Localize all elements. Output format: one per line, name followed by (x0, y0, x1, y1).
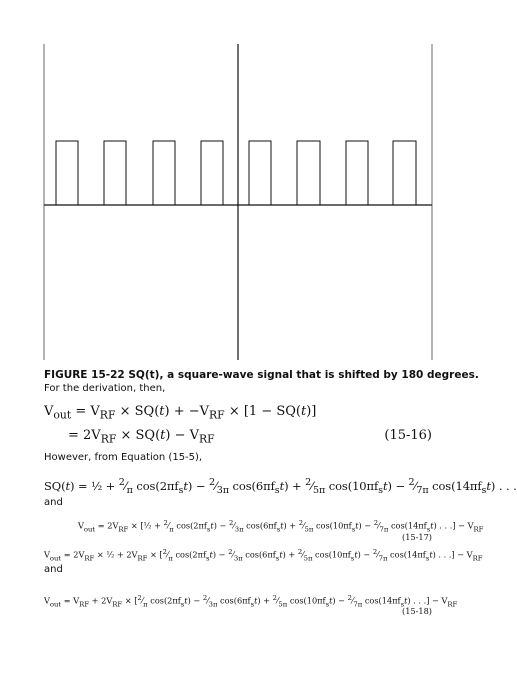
derivation-intro-text: For the derivation, then, (44, 383, 166, 394)
figure-caption: FIGURE 15-22 SQ(t), a square-wave signal that is shifted by 180 degrees. (44, 369, 479, 381)
equation-15-16-line-1: $V_{out} = V_{RF} \times SQ(t) + -V_{RF} \times [1 - SQ(t)]$ (44, 404, 317, 422)
and-text-1: and (44, 497, 63, 508)
equation-15-16-line-2: = $2V_{RF} \times SQ(t) - V_{RF}$ (68, 428, 215, 446)
and-text-2: and (44, 564, 63, 575)
equation-number-15-17: (15-17) (402, 532, 432, 542)
equation-number-15-16: (15-16) (384, 428, 432, 443)
however-text: However, from Equation (15-5), (44, 452, 203, 463)
square-wave-figure (0, 0, 480, 362)
equation-15-17-line-1: $V_{out} = 2V_{RF}$ × [½ + $^2⁄_\pi$ $\cos(2\pi f_st)$ − $^2⁄_{3\pi}$ $\cos(6\pi f_st)$ + $^2⁄_{5\pi}$ $\cos(10\pi f_st)$ − $^2⁄_{7\pi}$ $\cos(14\pi f_st)$ . . .] − $V_{RF}$ (78, 519, 484, 534)
equation-expanded: $V_{out} = 2V_{RF}$ × ½ + $2V_{RF}$ × [$^2⁄_\pi$ $\cos(2\pi f_st)$ − $^2⁄_{3\pi}$ $\cos(6\pi f_st)$ + $^2⁄_{5\pi}$ $\cos(10\pi f_st)$ − $^2⁄_{7\pi}$ $\cos(14\pi f_st)$ . . .] − $V_{RF}$ (44, 548, 483, 563)
equation-sq: SQ(t) = ½ + $^2⁄_\pi$ $\cos(2\pi f_st)$ − $^2⁄_{3\pi}$ $\cos(6\pi f_st)$ + $^2⁄_{5\pi}$ $\cos(10\pi f_st)$ − $^2⁄_{7\pi}$ $\cos(14\pi f_st)$ . . . (44, 477, 517, 497)
equation-number-15-18: (15-18) (402, 606, 432, 616)
equation-15-18-line-1: $V_{out} = V_{RF} + 2V_{RF}$ × [$^2⁄_\pi$ $\cos(2\pi f_st)$ − $^2⁄_{3\pi}$ $\cos(6\pi f_st)$ + $^2⁄_{5\pi}$ $\cos(10\pi f_st)$ − $^2⁄_{7\pi}$ $\cos(14\pi f_st)$ . . .] − $V_{RF}$ (44, 594, 458, 609)
